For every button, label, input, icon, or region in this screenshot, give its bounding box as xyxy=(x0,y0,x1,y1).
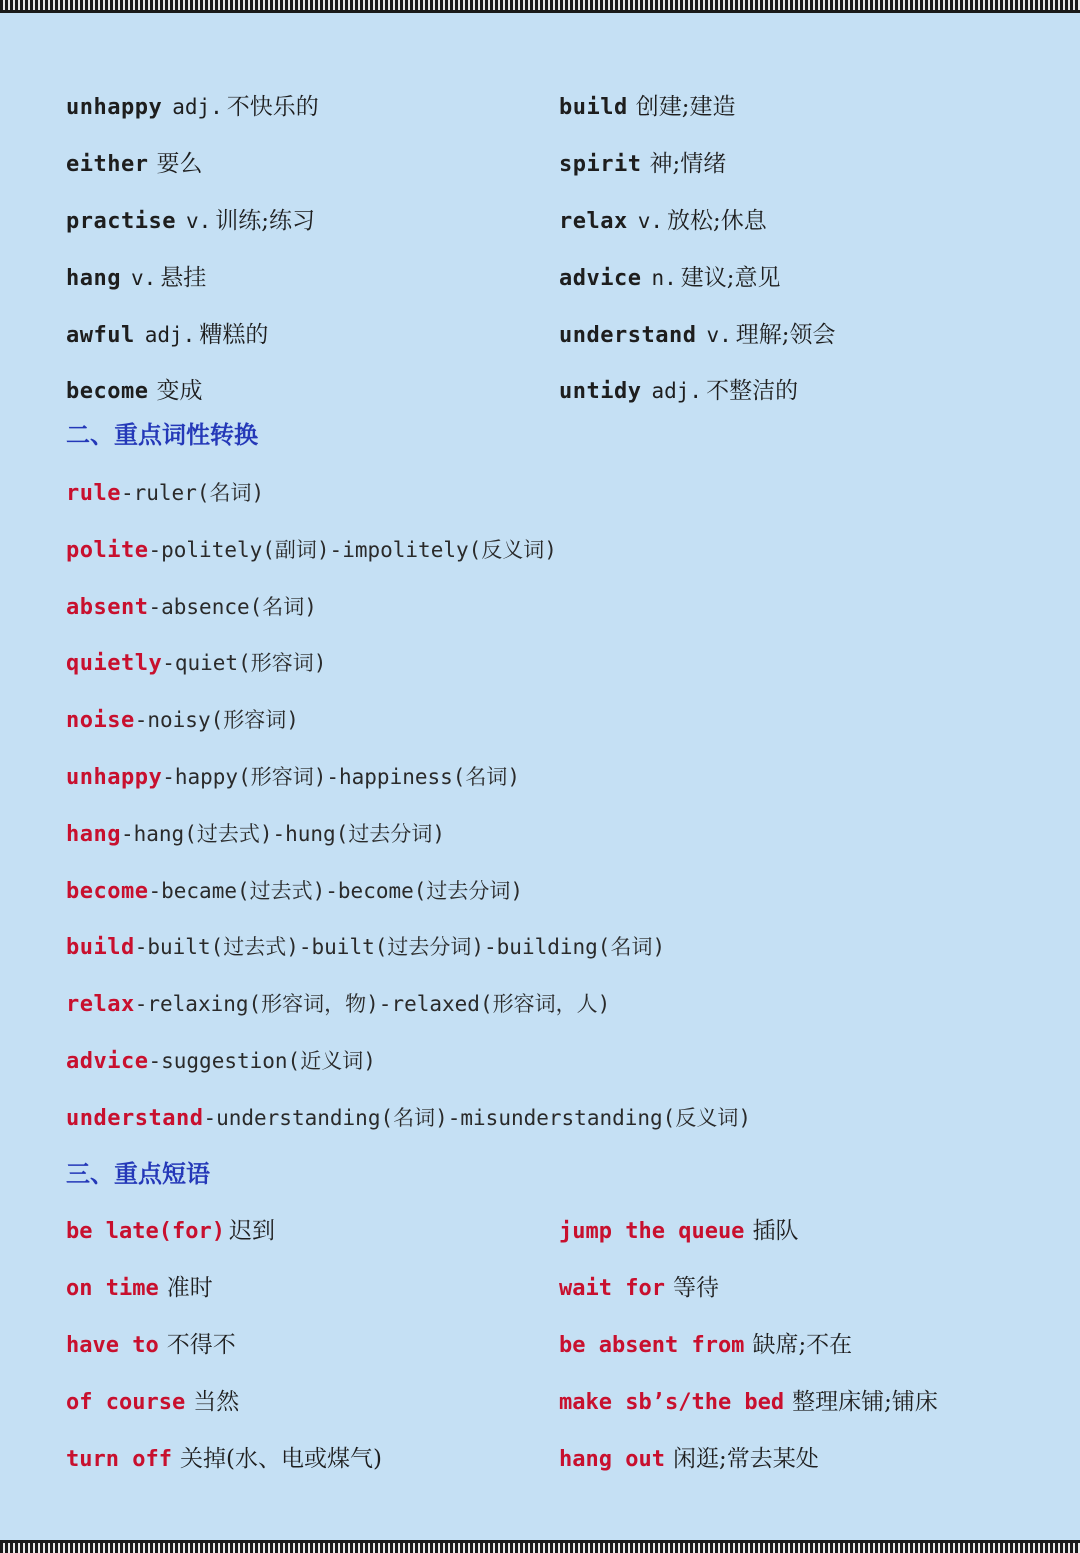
word-derivations: -relaxing(形容词，物)-relaxed(形容词，人) xyxy=(134,992,611,1016)
meaning: 变成 xyxy=(156,378,203,404)
vocab-item xyxy=(66,199,315,244)
meaning: 不快乐的 xyxy=(226,94,319,120)
word-derivations: -hang(过去式)-hung(过去分词) xyxy=(120,822,445,846)
vocab-item xyxy=(559,256,781,301)
word-form-item xyxy=(0,812,1080,856)
phrase-row xyxy=(0,1323,1080,1367)
phrase: jump the queue xyxy=(559,1219,745,1244)
meaning: 神;情绪 xyxy=(649,151,727,177)
phrase-meaning: 当然 xyxy=(193,1389,240,1415)
word-form-item xyxy=(0,641,1080,685)
word: relax xyxy=(559,209,628,234)
phrase-item xyxy=(66,1437,382,1482)
vocab-row xyxy=(0,369,1080,413)
vocab-item xyxy=(66,369,202,414)
phrase: be late(for) xyxy=(66,1219,225,1244)
word-form-item xyxy=(0,925,1080,969)
phrase-row xyxy=(0,1437,1080,1481)
word-form-item xyxy=(0,698,1080,742)
phrase-item xyxy=(559,1209,798,1254)
section-heading-word-forms: 二、重点词性转换 xyxy=(66,420,258,449)
part-of-speech: adj. xyxy=(172,95,223,119)
base-word: understand xyxy=(66,1106,204,1131)
word-form-item xyxy=(0,755,1080,799)
top-border xyxy=(0,0,1080,10)
base-word: relax xyxy=(66,992,135,1017)
part-of-speech: v. xyxy=(637,209,664,233)
phrase-row xyxy=(0,1380,1080,1424)
word-derivations: -ruler(名词) xyxy=(120,481,265,505)
phrase: make sb’s/the bed xyxy=(559,1390,785,1415)
word: untidy xyxy=(559,379,642,404)
vocab-item xyxy=(66,85,319,130)
vocab-row xyxy=(0,256,1080,300)
vocab-row xyxy=(0,85,1080,129)
meaning: 要么 xyxy=(156,151,203,177)
vocab-row xyxy=(0,199,1080,243)
phrase-meaning: 等待 xyxy=(672,1275,719,1301)
word: practise xyxy=(66,209,176,234)
phrase-meaning: 准时 xyxy=(166,1275,213,1301)
phrase-item xyxy=(559,1323,852,1368)
word: advice xyxy=(559,266,642,291)
phrase: be absent from xyxy=(559,1333,745,1358)
part-of-speech: n. xyxy=(651,266,677,290)
base-word: absent xyxy=(66,595,149,620)
part-of-speech: v. xyxy=(130,266,157,290)
vocab-item xyxy=(559,313,836,358)
meaning: 悬挂 xyxy=(160,265,207,291)
word-form-item xyxy=(0,869,1080,913)
word: awful xyxy=(66,323,135,348)
vocab-row xyxy=(0,142,1080,186)
part-of-speech: adj. xyxy=(651,379,703,403)
vocab-row xyxy=(0,313,1080,357)
phrase-item xyxy=(559,1437,819,1482)
phrase-row xyxy=(0,1266,1080,1310)
word: either xyxy=(66,152,149,177)
meaning: 建议;意见 xyxy=(680,265,781,291)
meaning: 不整洁的 xyxy=(706,378,799,404)
word-form-item xyxy=(0,585,1080,629)
meaning: 创建;建造 xyxy=(635,94,736,120)
word-form-item xyxy=(0,528,1080,572)
word-derivations: -noisy(形容词) xyxy=(134,708,299,732)
phrase-row xyxy=(0,1209,1080,1253)
meaning: 放松;休息 xyxy=(667,208,767,234)
phrase-meaning: 插队 xyxy=(752,1218,799,1244)
meaning: 理解;领会 xyxy=(735,322,836,348)
word-derivations: -politely(副词)-impolitely(反义词) xyxy=(148,538,557,562)
base-word: become xyxy=(66,879,149,904)
word-derivations: -suggestion(近义词) xyxy=(148,1049,376,1073)
base-word: unhappy xyxy=(66,765,163,790)
vocab-item xyxy=(559,85,735,130)
word: unhappy xyxy=(66,95,163,120)
word-derivations: -understanding(名词)-misunderstanding(反义词) xyxy=(203,1106,751,1130)
word-derivations: -became(过去式)-become(过去分词) xyxy=(148,879,524,903)
word-derivations: -happy(形容词)-happiness(名词) xyxy=(162,765,521,789)
phrase-item xyxy=(66,1266,213,1311)
phrase-item xyxy=(559,1266,719,1311)
word-derivations: -absence(名词) xyxy=(148,595,317,619)
word-derivations: -quiet(形容词) xyxy=(162,651,327,675)
base-word: build xyxy=(66,935,135,960)
phrase-item xyxy=(66,1209,275,1254)
part-of-speech: v. xyxy=(706,323,732,347)
word: understand xyxy=(559,323,697,348)
phrase: on time xyxy=(66,1276,159,1301)
word-form-item xyxy=(0,1039,1080,1083)
vocab-item xyxy=(66,313,268,358)
base-word: rule xyxy=(66,481,121,506)
word-form-item xyxy=(0,1096,1080,1140)
word: spirit xyxy=(559,152,642,177)
phrase-meaning: 缺席;不在 xyxy=(752,1332,853,1358)
phrase: wait for xyxy=(559,1276,665,1301)
vocab-item xyxy=(559,369,798,414)
part-of-speech: adj. xyxy=(144,323,196,347)
phrase: have to xyxy=(66,1333,159,1358)
vocab-item xyxy=(66,256,206,301)
vocab-item xyxy=(559,199,767,244)
base-word: polite xyxy=(66,538,149,563)
phrase-meaning: 闲逛;常去某处 xyxy=(672,1446,819,1472)
word: become xyxy=(66,379,149,404)
phrase-meaning: 关掉(水、电或煤气) xyxy=(179,1446,382,1472)
phrase: hang out xyxy=(559,1447,665,1472)
bottom-border xyxy=(0,1543,1080,1553)
phrase-meaning: 不得不 xyxy=(166,1332,236,1358)
word: build xyxy=(559,95,628,120)
part-of-speech: v. xyxy=(185,209,212,233)
base-word: hang xyxy=(66,822,121,847)
word: hang xyxy=(66,266,121,291)
base-word: quietly xyxy=(66,651,163,676)
vocab-item xyxy=(66,142,202,187)
word-form-item xyxy=(0,982,1080,1026)
meaning: 糟糕的 xyxy=(199,322,269,348)
word-derivations: -built(过去式)-built(过去分词)-building(名词) xyxy=(134,935,666,959)
phrase: turn off xyxy=(66,1447,172,1472)
phrase-item xyxy=(66,1323,236,1368)
phrase-meaning: 整理床铺;铺床 xyxy=(792,1389,938,1415)
base-word: advice xyxy=(66,1049,149,1074)
base-word: noise xyxy=(66,708,135,733)
meaning: 训练;练习 xyxy=(215,208,316,234)
phrase-item xyxy=(66,1380,239,1425)
phrase-item xyxy=(559,1380,938,1425)
section-heading-phrases: 三、重点短语 xyxy=(66,1159,210,1188)
phrase: of course xyxy=(66,1390,186,1415)
vocab-item xyxy=(559,142,726,187)
word-form-item xyxy=(0,471,1080,515)
phrase-meaning: 迟到 xyxy=(228,1218,275,1244)
